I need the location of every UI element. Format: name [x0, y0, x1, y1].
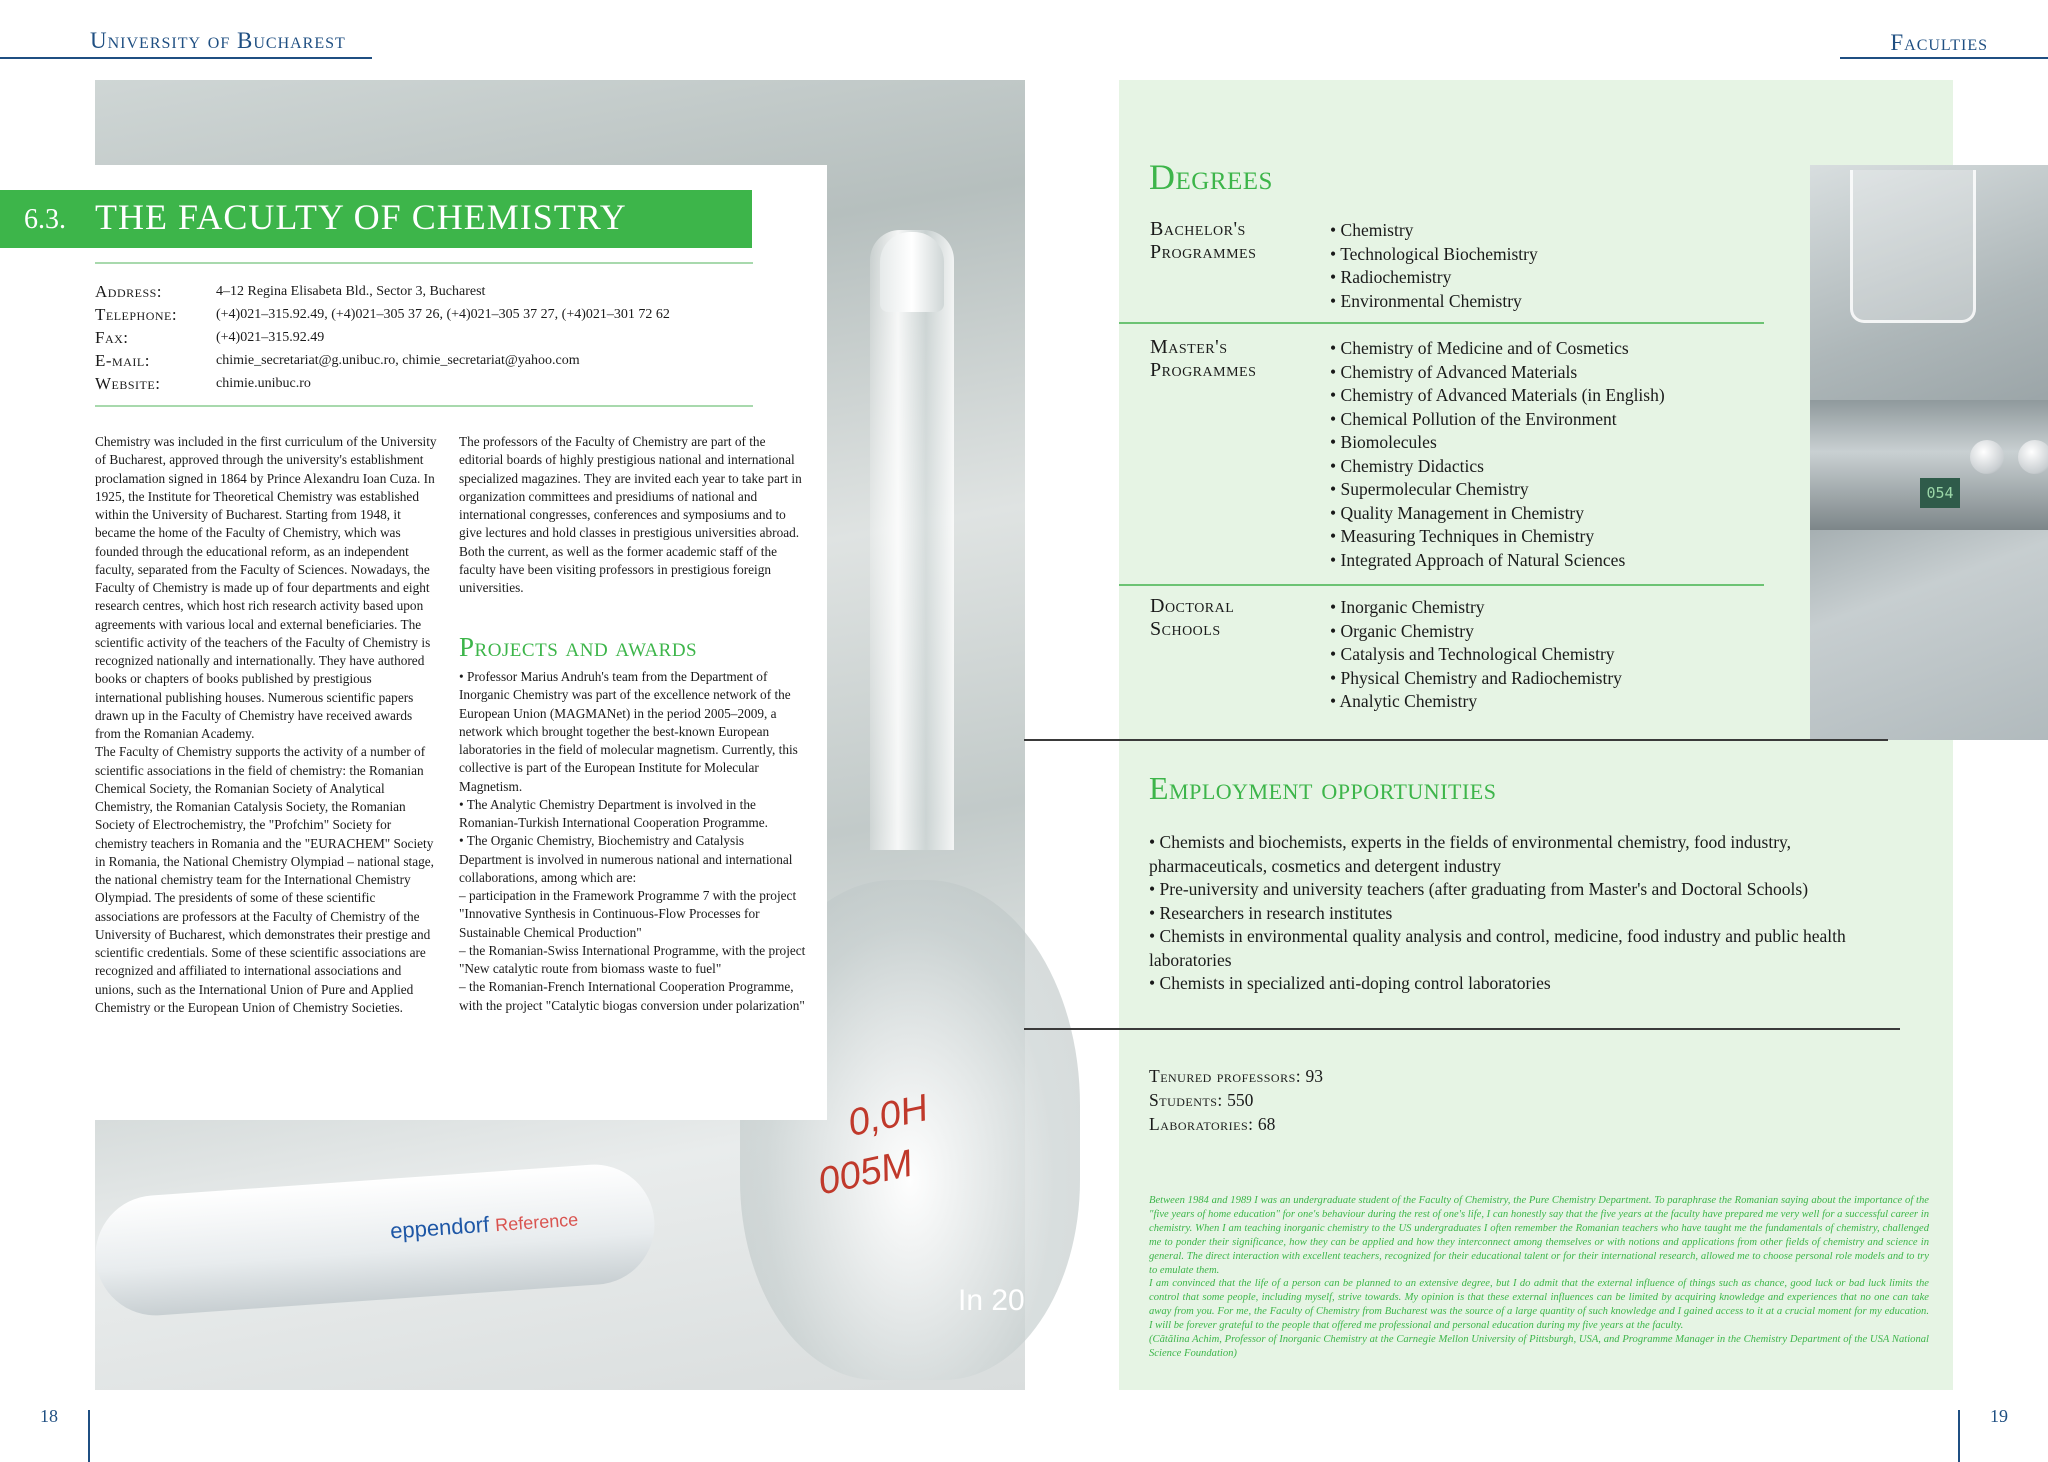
section-divider: [1024, 1028, 1900, 1030]
master-label: Master's Programmes: [1150, 336, 1257, 381]
page-title: THE FACULTY OF CHEMISTRY: [95, 197, 627, 237]
list-item: • Measuring Techniques in Chemistry: [1330, 526, 1595, 546]
body-column-2-intro: The professors of the Faculty of Chemistry are part of the editorial boards of highly prestigious national and international specialized magazines. They are invited each year to take part in organization committees and presidiums of national and international congresses, conferences and symposiums and to give lectures and hold classes in prestigious universities abroad. Both the current, as well as the former academic staff of the faculty have been visiting professors in prestigious foreign universities.: [459, 434, 802, 595]
address-value: 4–12 Regina Elisabeta Bld., Sector 3, Bucharest: [216, 284, 486, 299]
quote-paragraph: Between 1984 and 1989 I was an undergraduate student of the Faculty of Chemistry, the Pure Chemistry Department. To paraphrase the Romanian saying about the importance of the "five years of home education" for one's behaviour during the rest of one's life, I can honestly say that the five years at the faculty have prepared me very well for a successful career in chemistry. When I am teaching inorganic chemistry to the US undergraduates I often remember the Romanian teachers who have taught me the fundamentals of chemistry, challenged me to ponder their significance, how they can be applied and how they interconnect among themselves or with notions and applications from other fields of chemistry and science in general. The direct interaction with excellent teachers, recognized for their educational talent or for their international research, allowed me to choose personal role models and to try to emulate them.: [1149, 1195, 1929, 1276]
quote-attribution: (Cătălina Achim, Professor of Inorganic Chemistry at the Carnegie Mellon University of Pittsburgh, USA, and Programme Manager in the Chemistry Department of the USA National Science Foundation): [1149, 1334, 1929, 1359]
page-number-rule-right: [1958, 1410, 1960, 1462]
doctoral-label: Doctoral Schools: [1150, 595, 1235, 640]
body-column-1: Chemistry was included in the first curriculum of the University of Bucharest, approved through the university's establishment proclamation signed in 1864 by Prince Alexandru Ioan Cuza. In 1925, the Institute for Theoretical Chemistry was established within the University of Bucharest. Starting from 1948, it became the home of the Faculty of Chemistry, which was founded through the educational reform, as an independent faculty, separated from the Faculty of Sciences. Nowadays, the Faculty of Chemistry is made up of four departments and eight research centres, which host rich research activity based upon agreements with various local and external beneficiaries. The scientific activity of the teachers of the Faculty of Chemistry is recognized nationally and internationally. They have authored books or chapters of books published by prestigious international publishing houses. Numerous scientific papers drawn up in the Faculty of Chemistry have received awards from the Romanian Academy. The Faculty of Chemistry supports the activity of a number of scientific associations in the field of chemistry: the Romanian Chemical Society, the Romanian Society of Analytical Chemistry, the Romanian Catalysis Society, the Romanian Society of Electrochemistry, the "Profchim" Society for chemistry teachers in Romania and the "EURACHEM" Society in Romania, the National Chemistry Olympiad – national stage, the national chemistry team for the International Chemistry Olympiad. The presidents of some of these scientific associations are professors at the Faculty of Chemistry of the University of Bucharest, which demonstrates their prestige and scientific credentials. Some of these scientific associations are recognized and affiliated to international associations and unions, such as the International Union of Pure and Applied Chemistry or the European Union of Chemistry Societies.: [95, 434, 437, 1015]
list-item: • Integrated Approach of Natural Sciences: [1330, 549, 1626, 570]
list-item: • Chemistry of Medicine and of Cosmetics: [1330, 338, 1629, 358]
address-label: Address:: [95, 282, 163, 301]
projects-heading: Projects and awards: [459, 632, 698, 662]
fax-label: Fax:: [95, 328, 129, 347]
list-item: • Technological Biochemistry: [1330, 243, 1538, 264]
testimonial-quote: [1149, 1194, 1929, 1361]
quote-paragraph: I am convinced that the life of a person can be planned to an extensive degree, but I do admit that the external influence of things such as chance, good luck or bad luck limits the control that some people, including myself, strive towards. My opinion is that these external influences can be limited by acquiring knowledge and experiences that no one can take away from you. For me, the Faculty of Chemistry from Bucharest was the source of a large quantity of such knowledge and I gained access to it at a crucial moment for my education. I will be forever grateful to the people that offered me professional and personal education during my five years at the faculty.: [1149, 1278, 1929, 1332]
website-link[interactable]: chimie.unibuc.ro: [216, 376, 311, 391]
telephone-value: (+4)021–315.92.49, (+4)021–305 37 26, (+4)021–305 37 27, (+4)021–301 72 62: [216, 307, 670, 322]
fax-value: (+4)021–315.92.49: [216, 330, 325, 345]
pipette-brand: eppendorf Reference: [389, 1209, 579, 1244]
running-header-left: University of Bucharest: [90, 28, 346, 53]
bachelor-list: [1330, 219, 1538, 313]
list-item: • Analytic Chemistry: [1330, 691, 1478, 711]
list-item: • Chemical Pollution of the Environment: [1330, 408, 1617, 429]
degrees-divider: [1119, 584, 1764, 586]
list-item: • Quality Management in Chemistry: [1330, 502, 1585, 523]
flask-marking: 0,0H: [844, 1087, 932, 1145]
stat-laboratories: Laboratories: 68: [1149, 1114, 1276, 1134]
degrees-divider: [1119, 322, 1764, 324]
hotplate-knob: [1970, 440, 2004, 474]
beaker: [1850, 170, 1976, 323]
header-rule-right: [1840, 57, 2048, 59]
stat-professors: Tenured professors: 93: [1149, 1066, 1324, 1086]
list-item: • Chemistry of Advanced Materials: [1330, 361, 1578, 382]
title-rule: [95, 262, 753, 264]
contact-rule: [95, 405, 753, 407]
email-label: E-mail:: [95, 351, 150, 370]
employment-heading: Employment opportunities: [1149, 770, 1497, 806]
hotplate: [1810, 400, 2048, 530]
stat-students: Students: 550: [1149, 1090, 1254, 1110]
list-item: • Organic Chemistry: [1330, 620, 1474, 641]
section-divider: [1024, 739, 1888, 741]
list-item: • Chemistry: [1330, 220, 1414, 240]
employment-list: [1149, 831, 1909, 996]
degrees-heading: Degrees: [1149, 157, 1273, 197]
list-item: • Chemistry of Advanced Materials (in English): [1330, 385, 1665, 405]
section-number: 6.3.: [24, 204, 66, 235]
telephone-label: Telephone:: [95, 305, 178, 324]
list-item: • Physical Chemistry and Radiochemistry: [1330, 667, 1622, 688]
list-item: • Chemistry Didactics: [1330, 455, 1484, 476]
list-item: • Catalysis and Technological Chemistry: [1330, 644, 1615, 664]
list-item: • Chemists in environmental quality analysis and control, medicine, food industry and public health laboratories: [1149, 926, 1846, 970]
list-item: • Radiochemistry: [1330, 267, 1452, 287]
flask-marking: 005M: [814, 1142, 917, 1204]
list-item: • Biomolecules: [1330, 432, 1437, 452]
list-item: • Chemists in specialized anti-doping control laboratories: [1149, 973, 1551, 993]
hotplate-display: 054: [1920, 478, 1960, 508]
list-item: • Environmental Chemistry: [1330, 290, 1522, 311]
list-item: • Chemists and biochemists, experts in the fields of environmental chemistry, food industry, pharmaceuticals, cosmetics and detergent industry: [1149, 832, 1792, 876]
master-list: [1330, 337, 1665, 572]
header-rule-left: [0, 57, 372, 59]
flask-stopper: [880, 232, 944, 312]
list-item: • Inorganic Chemistry: [1330, 597, 1485, 617]
projects-text: • Professor Marius Andruh's team from the Department of Inorganic Chemistry was part of the excellence network of the European Union (MAGMANet) in the period 2005–2009, a network which brought together the best-known European laboratories in the field of molecular magnetism. Currently, this collective is part of the European Institute for Molecular Magnetism. • The Analytic Chemistry Department is involved in the Romanian-Turkish International Cooperation Programme. • The Organic Chemistry, Biochemistry and Catalysis Department is involved in numerous national and international collaborations, among which are: – participation in the Framework Programme 7 with the project "Innovative Synthesis in Continuous-Flow Processes for Sustainable Chemical Production" – the Romanian-Swiss International Programme, with the project "New catalytic route from biomass waste to fuel" – the Romanian-French International Cooperation Programme, with the project "Catalytic biogas conversion under polarization": [459, 669, 806, 1013]
email-value[interactable]: chimie_secretariat@g.unibuc.ro, chimie_secretariat@yahoo.com: [216, 353, 580, 368]
list-item: • Pre-university and university teachers (after graduating from Master's and Doctoral Schools): [1149, 879, 1809, 899]
flask-graduation-text: In 20: [958, 1284, 1025, 1317]
running-header-right: Faculties: [1890, 30, 1988, 55]
list-item: • Researchers in research institutes: [1149, 902, 1393, 923]
bachelor-label: Bachelor's Programmes: [1150, 218, 1257, 263]
website-label: Website:: [95, 374, 161, 393]
page-number-left: 18: [40, 1406, 58, 1426]
hotplate-knob: [2018, 440, 2048, 474]
page-number-rule-left: [88, 1410, 90, 1462]
flask-neck: [870, 230, 954, 850]
list-item: • Supermolecular Chemistry: [1330, 479, 1529, 499]
page-number-right: 19: [1990, 1406, 2008, 1426]
doctoral-list: [1330, 596, 1622, 714]
